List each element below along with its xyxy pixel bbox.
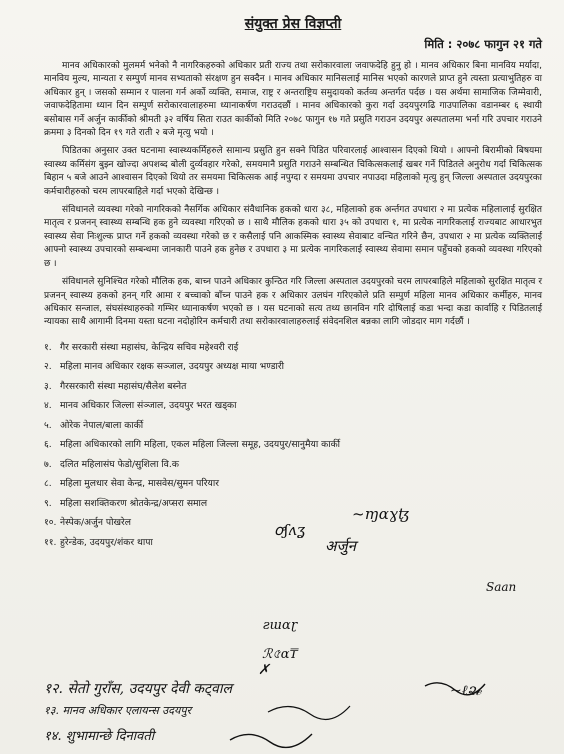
signatory-number: ५. xyxy=(44,419,52,431)
signatory-text: मानव अधिकार एलायन्स उदयपुर xyxy=(62,704,192,717)
signatory-text: महिला अधिकारको लागि महिला, एकल महिला जिल्ला समूह, उदयपुर/सानुमैया कार्की xyxy=(60,439,341,451)
signatory-number: ३. xyxy=(44,380,52,392)
signatory-text: हुरेन्डेक, उदयपुर/शंकर थापा xyxy=(60,536,153,548)
signatory-text: महिला सशक्तिकरण श्रोतकेन्द्र/अप्सरा समाल xyxy=(60,497,208,509)
signatory-number: २. xyxy=(44,361,52,373)
signatory-number: ८. xyxy=(44,478,52,490)
signatory-number: ४. xyxy=(44,400,52,412)
paragraph-4: संविधानले सुनिश्चित गरेको मौलिक हक, बाच्न पाउने अधिकार कुन्ठित गरि जिल्ला अस्पताल उदयपुरको चरम लापरबाहिले महिलाको सुरक्षित मातृत्व र प्रजनन् स्वास्थ्य हकको हनन् गरि आमा र बच्चाको बाँच्न पाउने हक र अधिकार उलघंन गरिएकोले प्रति सम्पुर्ण महिला मानव अधिकार कर्मीहरु, मानव अधिकार सन्जाल, संघसंस्थाहरुको गम्भिर ध्यानाकर्षण भएको छ । यस घटनाको सत्य तथ्य छानविन गरि दोषिलाई कडा भन्दा कडा कार्वाहि र पिडितलाई न्यायका साथै आगामी दिनमा यस्ता घटना नदोहोरिन कर्मचारी तथा सरोकारवालाहरुलाई संवेदनशिल बन्नका लागि जोडदार माग गर्दछौं । xyxy=(44,277,542,328)
signature-mark-3: अर्जुन xyxy=(325,537,356,555)
signatory-number: १३. xyxy=(44,704,59,717)
signatory-number: १२. xyxy=(44,681,64,697)
signature-mark-1: ~ɱɑɣꜩ xyxy=(352,505,410,523)
signature-mark-5: ƨɯɑɽ xyxy=(263,618,297,633)
signatory-text: गैरसरकारी संस्था महासंघ/सैलेश बस्नेत xyxy=(60,380,187,392)
signature-mark-6: ℛ৫ɑ₸ xyxy=(262,647,298,662)
paragraph-2: पिडितका अनुसार उक्त घटनामा स्वास्थ्यकर्मिहरुले सामान्य प्रसुति हुन सक्ने पिडित परिवारलाई आश्वासन दिएको थियो । आफ्नो बिरामीको बिषयमा स्वास्थ्य कर्मिसंग बुझ्न खोज्दा अपशब्द बोली दुर्व्यवहार गरेको, समयमानै प्रसुति गराउने सम्बन्धित चिकित्सकलाई खबर गर्ने पिडितले अनुरोध गर्दा चिकित्सक बिहान ५ बजे आउने आश्वासन दिएको थियो तर समयमा चिकित्सक आई नपुग्दा र समयमा उपचार नपाउदा महिलाको मृत्यु हुन् जिल्ला अस्पताल उदयपुरका कर्मचारीहरुको चरम लापरबाहिले गर्दा भएको देखिन्छ । xyxy=(44,146,542,197)
signatory-text: गैर सरकारी संस्था महासंघ, केन्द्रिय सचिव महेश्वरी राई xyxy=(60,341,239,353)
signature-mark-8: ~ℓ૨ℯ xyxy=(450,683,482,699)
signatory-text: मानव अधिकार जिल्ला संञ्जाल, उदयपुर भरत खड्का xyxy=(60,400,237,412)
document-title: संयुक्त प्रेस विज्ञप्ती xyxy=(244,16,342,32)
signature-mark-4: Saan xyxy=(486,580,517,594)
signatory-number: १०. xyxy=(44,517,57,529)
document-date: मिति : २०७८ फागुन २१ गते xyxy=(424,37,542,51)
signatory-text: महिला मुलधार सेवा केन्द्र, मासवेस/सुमन परियार xyxy=(60,478,219,490)
paragraph-3: संविधानले व्यवस्था गरेको नागरिकको नैसर्गिक अधिकार संवैधानिक हकको धारा ३८, महिलाको हक अर्न्तगत उपधारा २ मा प्रत्येक महिलालाई सुरक्षित मातृत्व र प्रजनन् स्वास्थ्य सम्बन्धि हक हुने व्यवस्था गरिएको छ । साथै मौलिक हकको धारा ३५ को उपधारा १, मा प्रत्येक नागरिकलाई राज्यबाट आधारभुत स्वास्थ्य सेवा निःशुल्क प्राप्त गर्ने हकको व्यवस्था गरेको छ र कसैलाई पनि आकस्मिक स्वास्थ्य सेवाबाट वन्चित गरिने छैन, उपधारा २ मा प्रत्येक व्यक्तिलाई आफ्नो स्वास्थ्य उपचारको सम्बन्धमा जानकारी पाउने हक हुनेछ र उपधारा ३ मा प्रत्येक नागरिकलाई स्वास्थ्य सेवामा समान पहुँचको हकको व्यवस्था गरिएको छ । xyxy=(44,205,542,269)
signatory-text: महिला मानव अधिकार रक्षक सञ्जाल, उदयपुर अध्यक्ष माया भण्डारी xyxy=(60,361,285,373)
signatory-number: ११. xyxy=(44,536,57,548)
signature-mark-7: ✗ xyxy=(258,662,270,678)
signatory-text: ओरेक नेपाल/बाला कार्की xyxy=(60,419,144,431)
signatory-text: शुभामान्छे दिनावती xyxy=(65,729,155,744)
paragraph-1: मानव अधिकारको मुलमर्म भनेको नै नागरिकहरुको अधिकार प्रती राज्य तथा सरोकारवाला जवाफदेहि हुनु हो । मानव अधिकार बिना मानविय मर्यादा, मानविय मुल्य, मान्यता र सम्पुर्ण मानव सभ्यताको संरक्षण हुन सक्दैन । मानव अधिकार मानिसलाई मानिस भएको कारणले प्राप्त हुने त्यस्ता प्रत्याभुतिहरु वा अधिकार हुन् । जसको सम्मान र पालना गर्न अर्को व्यक्ति, समाज, राष्ट्र र अन्तराष्ट्रिय समुदायको कर्तव्य अन्तर्गत पर्दछ । यस अर्थमा सामाजिक जिम्मेवारी, जवाफदेहितामा ध्यान दिन सम्पुर्ण सरोकारवालाहरुमा ध्यानाकर्षण गराउदछौं । मानव अधिकारको कुरा गर्दा उदयपुरगढि गाउपालिका वडानम्बर ६ स्थायी बसोबास गर्ने अर्जुन कार्कीको श्रीमती ३२ वर्षिय सिता राउत कार्कीको मिति २०७८ फागुन १७ गते प्रसुति गराउन उदयपुर अस्पतालमा भर्ना गरि उपचार गराउने क्रममा ३ दिनको दिन १९ गते राती २ बजे मृत्यु भयो । xyxy=(44,61,542,139)
signatory-number: ९. xyxy=(44,497,52,509)
signature-mark-2: ꝍʃʌʓ xyxy=(274,521,306,539)
signatory-text: सेतो गुराँस, उदयपुर देवी कट्वाल xyxy=(67,681,232,697)
signatory-text: दलित महिलासंघ फेडो/सुशिला वि.क xyxy=(60,458,179,470)
signatory-number: ७. xyxy=(44,458,52,470)
signatory-number: १४. xyxy=(44,729,62,744)
signatory-number: १. xyxy=(44,341,52,353)
signatory-text: नेस्पेक/अर्जुन पोखरेल xyxy=(60,517,131,529)
signatory-number: ६. xyxy=(44,439,52,451)
